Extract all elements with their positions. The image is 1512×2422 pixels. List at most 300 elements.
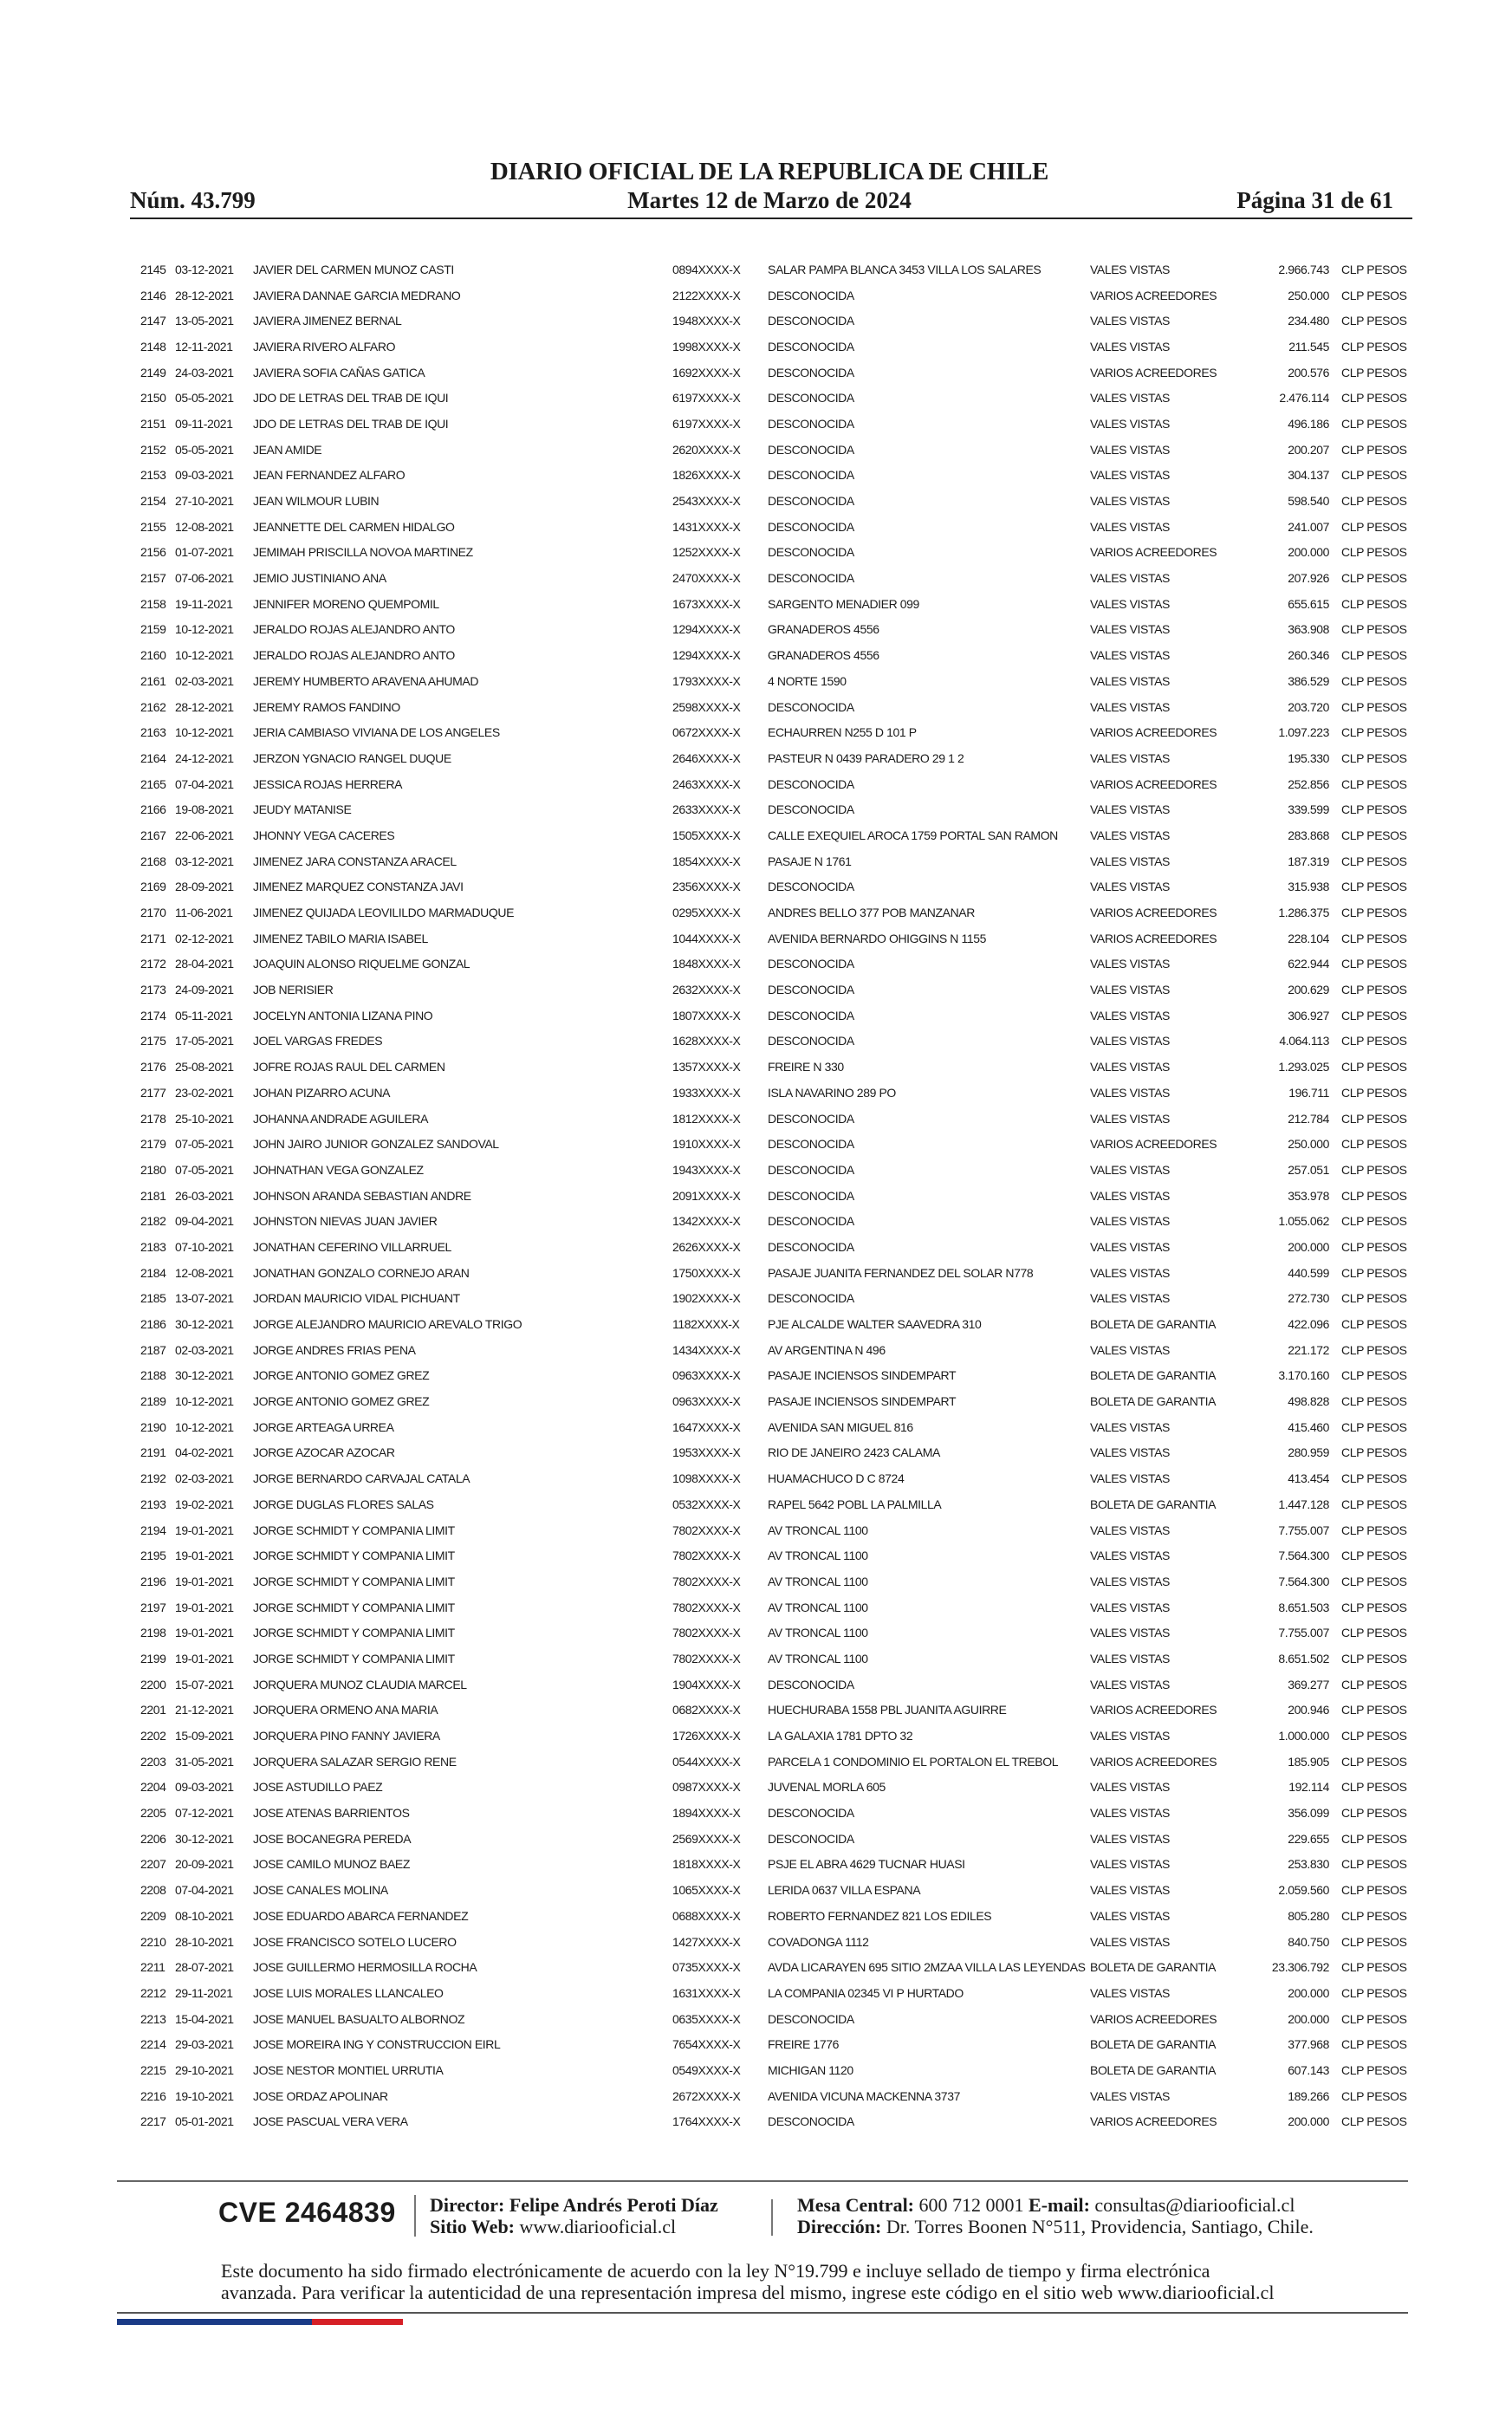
amount: 207.926	[1288, 571, 1329, 586]
table-row	[132, 2109, 1412, 2135]
amount: 306.927	[1288, 1008, 1329, 1023]
rut: 2626XXXX-X	[672, 1239, 741, 1254]
row-number: 2155	[140, 519, 166, 534]
holder-name: JORGE AZOCAR AZOCAR	[253, 1445, 395, 1460]
row-number: 2188	[140, 1368, 166, 1383]
holder-name: JDO DE LETRAS DEL TRAB DE IQUI	[253, 416, 449, 431]
instrument-type: VARIOS ACREEDORES	[1090, 725, 1217, 740]
currency: CLP PESOS	[1341, 1883, 1407, 1898]
amount: 7.564.300	[1278, 1574, 1329, 1588]
holder-name: JORGE SCHMIDT Y COMPANIA LIMIT	[253, 1549, 455, 1563]
currency: CLP PESOS	[1341, 1111, 1407, 1126]
amount: 187.319	[1288, 854, 1329, 868]
address-label: Dirección:	[797, 2216, 882, 2237]
row-number: 2183	[140, 1239, 166, 1254]
currency: CLP PESOS	[1341, 1368, 1407, 1383]
address: DESCONOCIDA	[768, 802, 854, 817]
amount: 196.711	[1288, 1085, 1329, 1100]
address: AVENIDA BERNARDO OHIGGINS N 1155	[768, 931, 986, 945]
rut: 1998XXXX-X	[672, 339, 741, 354]
amount: 189.266	[1288, 2088, 1329, 2103]
instrument-type: VALES VISTAS	[1090, 1857, 1170, 1872]
table-row	[132, 1286, 1412, 1312]
currency: CLP PESOS	[1341, 365, 1407, 380]
holder-name: JEAN FERNANDEZ ALFARO	[253, 468, 406, 483]
deposit-date: 13-05-2021	[175, 314, 234, 328]
mesa-label: Mesa Central:	[797, 2194, 915, 2216]
address: AV TRONCAL 1100	[768, 1600, 868, 1614]
address: DESCONOCIDA	[768, 519, 854, 534]
address: DESCONOCIDA	[768, 1239, 854, 1254]
amount: 200.000	[1288, 545, 1329, 560]
address: ISLA NAVARINO 289 PO	[768, 1085, 896, 1100]
holder-name: JESSICA ROJAS HERRERA	[253, 776, 403, 791]
address: RAPEL 5642 POBL LA PALMILLA	[768, 1497, 942, 1511]
rut: 2543XXXX-X	[672, 494, 741, 509]
deposit-date: 07-10-2021	[175, 1239, 234, 1254]
rut: 2091XXXX-X	[672, 1188, 741, 1203]
instrument-type: VALES VISTAS	[1090, 468, 1170, 483]
table-row	[132, 1877, 1412, 1903]
row-number: 2165	[140, 776, 166, 791]
instrument-type: VALES VISTAS	[1090, 648, 1170, 663]
row-number: 2205	[140, 1806, 166, 1821]
rut: 2598XXXX-X	[672, 699, 741, 714]
rut: 1750XXXX-X	[672, 1265, 741, 1280]
deposit-date: 05-01-2021	[175, 2114, 234, 2129]
rut: 1044XXXX-X	[672, 931, 741, 945]
holder-name: JOSE BOCANEGRA PEREDA	[253, 1831, 412, 1846]
rut: 1692XXXX-X	[672, 365, 741, 380]
row-number: 2156	[140, 545, 166, 560]
currency: CLP PESOS	[1341, 1780, 1407, 1795]
deposit-date: 05-05-2021	[175, 391, 234, 406]
table-row	[132, 2083, 1412, 2109]
table-row	[132, 719, 1412, 745]
table-row	[132, 1440, 1412, 1466]
row-number: 2167	[140, 828, 166, 842]
rut: 0295XXXX-X	[672, 906, 741, 920]
deposit-date: 01-07-2021	[175, 545, 234, 560]
holder-name: JORQUERA SALAZAR SERGIO RENE	[253, 1754, 457, 1769]
instrument-type: VALES VISTAS	[1090, 1831, 1170, 1846]
deposit-date: 19-11-2021	[175, 596, 233, 611]
amount: 413.454	[1288, 1471, 1329, 1486]
currency: CLP PESOS	[1341, 1934, 1407, 1949]
currency: CLP PESOS	[1341, 314, 1407, 328]
holder-name: JAVIERA DANNAE GARCIA MEDRANO	[253, 288, 461, 302]
row-number: 2173	[140, 983, 166, 997]
row-number: 2170	[140, 906, 166, 920]
holder-name: JERALDO ROJAS ALEJANDRO ANTO	[253, 622, 455, 637]
instrument-type: VALES VISTAS	[1090, 1677, 1170, 1692]
publication-date: Martes 12 de Marzo de 2024	[627, 187, 912, 213]
currency: CLP PESOS	[1341, 1626, 1407, 1640]
instrument-type: VALES VISTAS	[1090, 1188, 1170, 1203]
address: RIO DE JANEIRO 2423 CALAMA	[768, 1445, 940, 1460]
instrument-type: VARIOS ACREEDORES	[1090, 545, 1217, 560]
currency: CLP PESOS	[1341, 1574, 1407, 1588]
amount: 7.755.007	[1278, 1626, 1329, 1640]
deposit-date: 07-06-2021	[175, 571, 234, 586]
table-row	[132, 1594, 1412, 1620]
row-number: 2207	[140, 1857, 166, 1872]
rut: 1505XXXX-X	[672, 828, 741, 842]
row-number: 2162	[140, 699, 166, 714]
amount: 1.447.128	[1278, 1497, 1329, 1511]
row-number: 2192	[140, 1471, 166, 1486]
deposit-date: 27-10-2021	[175, 494, 234, 509]
rut: 0987XXXX-X	[672, 1780, 741, 1795]
deposit-date: 07-04-2021	[175, 776, 234, 791]
currency: CLP PESOS	[1341, 1754, 1407, 1769]
row-number: 2184	[140, 1265, 166, 1280]
table-row	[132, 1723, 1412, 1749]
deposit-date: 19-10-2021	[175, 2088, 234, 2103]
address: PASAJE JUANITA FERNANDEZ DEL SOLAR N778	[768, 1265, 1034, 1280]
instrument-type: VALES VISTAS	[1090, 750, 1170, 765]
instrument-type: BOLETA DE GARANTIA	[1090, 1497, 1217, 1511]
rut: 2470XXXX-X	[672, 571, 741, 586]
rut: 1764XXXX-X	[672, 2114, 741, 2129]
instrument-type: VALES VISTAS	[1090, 1471, 1170, 1486]
row-number: 2189	[140, 1394, 166, 1409]
rut: 1294XXXX-X	[672, 622, 741, 637]
instrument-type: VARIOS ACREEDORES	[1090, 776, 1217, 791]
holder-name: JORGE ANDRES FRIAS PENA	[253, 1342, 416, 1357]
currency: CLP PESOS	[1341, 1445, 1407, 1460]
rut: 1948XXXX-X	[672, 314, 741, 328]
address: PSJE EL ABRA 4629 TUCNAR HUASI	[768, 1857, 965, 1872]
deposit-date: 10-12-2021	[175, 1419, 234, 1434]
holder-name: JORGE SCHMIDT Y COMPANIA LIMIT	[253, 1600, 455, 1614]
rut: 1904XXXX-X	[672, 1677, 741, 1692]
table-row	[132, 848, 1412, 874]
amount: 8.651.502	[1278, 1651, 1329, 1666]
deposit-date: 12-08-2021	[175, 519, 234, 534]
instrument-type: VALES VISTAS	[1090, 1162, 1170, 1177]
table-row	[132, 796, 1412, 822]
currency: CLP PESOS	[1341, 776, 1407, 791]
amount: 369.277	[1288, 1677, 1329, 1692]
currency: CLP PESOS	[1341, 1651, 1407, 1666]
amount: 283.868	[1288, 828, 1329, 842]
row-number: 2212	[140, 1985, 166, 2000]
amount: 280.959	[1288, 1445, 1329, 1460]
currency: CLP PESOS	[1341, 1317, 1407, 1332]
holder-name: JOSE ORDAZ APOLINAR	[253, 2088, 388, 2103]
amount: 257.051	[1288, 1162, 1329, 1177]
deposit-date: 28-07-2021	[175, 1960, 234, 1975]
contact-block	[797, 2194, 1314, 2237]
currency: CLP PESOS	[1341, 1471, 1407, 1486]
address: SALAR PAMPA BLANCA 3453 VILLA LOS SALARES	[768, 262, 1042, 276]
table-row	[132, 1929, 1412, 1955]
address: DESCONOCIDA	[768, 1806, 854, 1821]
address: AV TRONCAL 1100	[768, 1574, 868, 1588]
amount: 200.629	[1288, 983, 1329, 997]
currency: CLP PESOS	[1341, 1214, 1407, 1229]
contact-line	[797, 2194, 1314, 2216]
address: DESCONOCIDA	[768, 1291, 854, 1306]
table-row	[132, 1517, 1412, 1543]
instrument-type: VALES VISTAS	[1090, 1445, 1170, 1460]
instrument-type: VALES VISTAS	[1090, 339, 1170, 354]
currency: CLP PESOS	[1341, 442, 1407, 457]
row-number: 2152	[140, 442, 166, 457]
instrument-type: VALES VISTAS	[1090, 1626, 1170, 1640]
holder-name: JORGE DUGLAS FLORES SALAS	[253, 1497, 434, 1511]
deposit-date: 19-01-2021	[175, 1574, 234, 1588]
records-body	[132, 256, 1412, 2134]
table-row	[132, 822, 1412, 848]
footer-separator	[771, 2199, 773, 2236]
rut: 1807XXXX-X	[672, 1008, 741, 1023]
deposit-date: 30-12-2021	[175, 1317, 234, 1332]
deposit-date: 21-12-2021	[175, 1703, 234, 1717]
table-row	[132, 1646, 1412, 1672]
instrument-type: VALES VISTAS	[1090, 519, 1170, 534]
address: AV ARGENTINA N 496	[768, 1342, 886, 1357]
amount: 195.330	[1288, 750, 1329, 765]
rut: 0963XXXX-X	[672, 1394, 741, 1409]
amount: 200.946	[1288, 1703, 1329, 1717]
address: AV TRONCAL 1100	[768, 1651, 868, 1666]
instrument-type: VALES VISTAS	[1090, 416, 1170, 431]
rut: 7802XXXX-X	[672, 1523, 741, 1537]
table-row	[132, 1491, 1412, 1517]
row-number: 2185	[140, 1291, 166, 1306]
address: ANDRES BELLO 377 POB MANZANAR	[768, 906, 975, 920]
deposit-date: 20-09-2021	[175, 1857, 234, 1872]
instrument-type: VALES VISTAS	[1090, 494, 1170, 509]
rut: 1427XXXX-X	[672, 1934, 741, 1949]
deposit-date: 22-06-2021	[175, 828, 234, 842]
row-number: 2191	[140, 1445, 166, 1460]
row-number: 2214	[140, 2037, 166, 2052]
deposit-date: 19-01-2021	[175, 1651, 234, 1666]
currency: CLP PESOS	[1341, 699, 1407, 714]
table-row	[132, 1208, 1412, 1234]
address: AVDA LICARAYEN 695 SITIO 2MZAA VILLA LAS LEYENDAS	[768, 1960, 1086, 1975]
director-name: Felipe Andrés Peroti Díaz	[509, 2194, 718, 2216]
amount: 304.137	[1288, 468, 1329, 483]
amount: 4.064.113	[1279, 1034, 1329, 1049]
rut: 1065XXXX-X	[672, 1883, 741, 1898]
table-row	[132, 1080, 1412, 1106]
instrument-type: VALES VISTAS	[1090, 2088, 1170, 2103]
deposit-date: 15-04-2021	[175, 2011, 234, 2026]
rut: 1726XXXX-X	[672, 1729, 741, 1743]
deposit-date: 19-01-2021	[175, 1600, 234, 1614]
table-row	[132, 1826, 1412, 1852]
row-number: 2186	[140, 1317, 166, 1332]
rut: 1818XXXX-X	[672, 1857, 741, 1872]
row-number: 2174	[140, 1008, 166, 1023]
address: MICHIGAN 1120	[768, 2062, 853, 2077]
address: HUAMACHUCO D C 8724	[768, 1471, 905, 1486]
currency: CLP PESOS	[1341, 1600, 1407, 1614]
holder-name: JEREMY RAMOS FANDINO	[253, 699, 400, 714]
row-number: 2157	[140, 571, 166, 586]
deposit-date: 11-06-2021	[175, 906, 233, 920]
holder-name: JORGE BERNARDO CARVAJAL CATALA	[253, 1471, 470, 1486]
row-number: 2171	[140, 931, 166, 945]
currency: CLP PESOS	[1341, 596, 1407, 611]
holder-name: JERZON YGNACIO RANGEL DUQUE	[253, 750, 451, 765]
holder-name: JORQUERA PINO FANNY JAVIERA	[253, 1729, 440, 1743]
row-number: 2154	[140, 494, 166, 509]
amount: 200.207	[1288, 442, 1329, 457]
row-number: 2153	[140, 468, 166, 483]
rut: 1894XXXX-X	[672, 1806, 741, 1821]
currency: CLP PESOS	[1341, 2114, 1407, 2129]
amount: 229.655	[1288, 1831, 1329, 1846]
header-divider	[130, 218, 1412, 219]
address: AVENIDA SAN MIGUEL 816	[768, 1419, 913, 1434]
address: DESCONOCIDA	[768, 2011, 854, 2026]
address: DESCONOCIDA	[768, 314, 854, 328]
address: HUECHURABA 1558 PBL JUANITA AGUIRRE	[768, 1703, 1007, 1717]
issue-number: Núm. 43.799	[130, 187, 256, 213]
currency: CLP PESOS	[1341, 854, 1407, 868]
row-number: 2216	[140, 2088, 166, 2103]
amount: 3.170.160	[1278, 1368, 1329, 1383]
table-row	[132, 1311, 1412, 1337]
table-row	[132, 1775, 1412, 1801]
deposit-date: 10-12-2021	[175, 1394, 234, 1409]
row-number: 2159	[140, 622, 166, 637]
deposit-date: 03-12-2021	[175, 854, 234, 868]
deposit-date: 24-09-2021	[175, 983, 234, 997]
deposit-date: 30-12-2021	[175, 1368, 234, 1383]
currency: CLP PESOS	[1341, 828, 1407, 842]
deposit-date: 10-12-2021	[175, 648, 234, 663]
rut: 7654XXXX-X	[672, 2037, 741, 2052]
table-row	[132, 565, 1412, 591]
row-number: 2146	[140, 288, 166, 302]
currency: CLP PESOS	[1341, 983, 1407, 997]
currency: CLP PESOS	[1341, 1497, 1407, 1511]
amount: 1.055.062	[1278, 1214, 1329, 1229]
rut: 0672XXXX-X	[672, 725, 741, 740]
amount: 200.576	[1288, 365, 1329, 380]
rut: 2122XXXX-X	[672, 288, 741, 302]
holder-name: JHONNY VEGA CACERES	[253, 828, 395, 842]
currency: CLP PESOS	[1341, 1137, 1407, 1152]
row-number: 2206	[140, 1831, 166, 1846]
rut: 1294XXXX-X	[672, 648, 741, 663]
row-number: 2148	[140, 339, 166, 354]
currency: CLP PESOS	[1341, 1188, 1407, 1203]
rut: 1631XXXX-X	[672, 1985, 741, 2000]
table-row	[132, 1157, 1412, 1183]
holder-name: JORDAN MAURICIO VIDAL PICHUANT	[253, 1291, 460, 1306]
rut: 1252XXXX-X	[672, 545, 741, 560]
rut: 2463XXXX-X	[672, 776, 741, 791]
table-row	[132, 1568, 1412, 1594]
currency: CLP PESOS	[1341, 1985, 1407, 2000]
row-number: 2201	[140, 1703, 166, 1717]
amount: 221.172	[1288, 1342, 1329, 1357]
amount: 211.545	[1288, 339, 1329, 354]
bottom-divider	[117, 2312, 1408, 2314]
holder-name: JOEL VARGAS FREDES	[253, 1034, 383, 1049]
address: AVENIDA VICUNA MACKENNA 3737	[768, 2088, 960, 2103]
currency: CLP PESOS	[1341, 519, 1407, 534]
holder-name: JOSE MANUEL BASUALTO ALBORNOZ	[253, 2011, 465, 2026]
row-number: 2179	[140, 1137, 166, 1152]
address: PASTEUR N 0439 PARADERO 29 1 2	[768, 750, 964, 765]
currency: CLP PESOS	[1341, 1008, 1407, 1023]
instrument-type: VALES VISTAS	[1090, 880, 1170, 894]
amount: 250.000	[1288, 1137, 1329, 1152]
currency: CLP PESOS	[1341, 957, 1407, 971]
amount: 185.905	[1288, 1754, 1329, 1769]
rut: 1854XXXX-X	[672, 854, 741, 868]
amount: 622.944	[1288, 957, 1329, 971]
instrument-type: VALES VISTAS	[1090, 854, 1170, 868]
rut: 1342XXXX-X	[672, 1214, 741, 1229]
rut: 1431XXXX-X	[672, 519, 741, 534]
instrument-type: VARIOS ACREEDORES	[1090, 1137, 1217, 1152]
director-label: Director:	[430, 2194, 505, 2216]
holder-name: JEAN WILMOUR LUBIN	[253, 494, 380, 509]
table-row	[132, 1800, 1412, 1826]
amount: 260.346	[1288, 648, 1329, 663]
legal-line-2: avanzada. Para verificar la autenticidad de una representación impresa del mismo, ingrese este código en el sitio web www.diariooficial.cl	[221, 2282, 1275, 2303]
currency: CLP PESOS	[1341, 1265, 1407, 1280]
deposit-date: 02-03-2021	[175, 1471, 234, 1486]
email-link[interactable]: consultas@diariooficial.cl	[1094, 2194, 1295, 2216]
row-number: 2178	[140, 1111, 166, 1126]
address: DESCONOCIDA	[768, 1188, 854, 1203]
address: DESCONOCIDA	[768, 494, 854, 509]
amount: 212.784	[1288, 1111, 1329, 1126]
table-row	[132, 771, 1412, 797]
table-row	[132, 1234, 1412, 1260]
instrument-type: VALES VISTAS	[1090, 1934, 1170, 1949]
holder-name: JAVIERA SOFIA CAÑAS GATICA	[253, 365, 425, 380]
table-row	[132, 2031, 1412, 2057]
address: 4 NORTE 1590	[768, 673, 847, 688]
amount: 23.306.792	[1271, 1960, 1329, 1975]
amount: 315.938	[1288, 880, 1329, 894]
publication-title: DIARIO OFICIAL DE LA REPUBLICA DE CHILE	[490, 158, 1049, 185]
address: COVADONGA 1112	[768, 1934, 869, 1949]
currency: CLP PESOS	[1341, 1291, 1407, 1306]
currency: CLP PESOS	[1341, 1085, 1407, 1100]
instrument-type: VALES VISTAS	[1090, 571, 1170, 586]
row-number: 2193	[140, 1497, 166, 1511]
table-row	[132, 1954, 1412, 1980]
table-row	[132, 514, 1412, 540]
currency: CLP PESOS	[1341, 1060, 1407, 1075]
amount: 2.966.743	[1278, 262, 1329, 276]
holder-name: JEAN AMIDE	[253, 442, 322, 457]
instrument-type: VALES VISTAS	[1090, 1574, 1170, 1588]
currency: CLP PESOS	[1341, 2011, 1407, 2026]
holder-name: JORGE ANTONIO GOMEZ GREZ	[253, 1394, 430, 1409]
holder-name: JIMENEZ QUIJADA LEOVILILDO MARMADUQUE	[253, 906, 515, 920]
amount: 8.651.503	[1278, 1600, 1329, 1614]
amount: 253.830	[1288, 1857, 1329, 1872]
table-row	[132, 1003, 1412, 1029]
table-row	[132, 540, 1412, 566]
currency: CLP PESOS	[1341, 262, 1407, 276]
site-link[interactable]: www.diariooficial.cl	[519, 2216, 677, 2237]
row-number: 2145	[140, 262, 166, 276]
